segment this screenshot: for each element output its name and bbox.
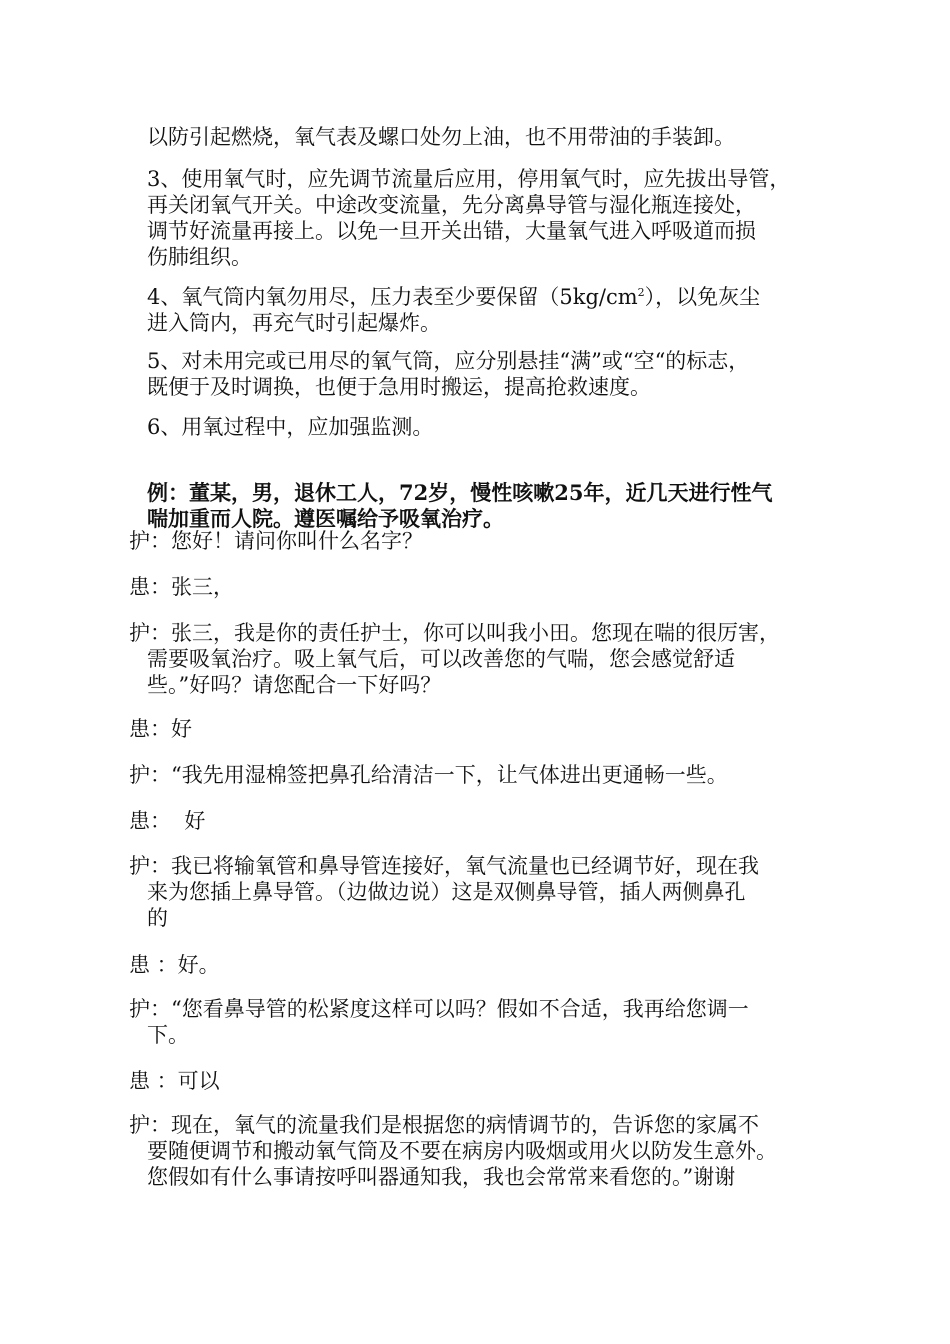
text-line: 护：您好！请问你叫什么名字？: [129, 529, 423, 553]
text-line: 来为您插上鼻导管。（边做边说）这是双侧鼻导管，插人两侧鼻孔: [147, 880, 746, 904]
text-line: 进入筒内，再充气时引起爆炸。: [147, 311, 441, 335]
dialogue-nurse: [129, 996, 749, 1048]
text-line: 以防引起燃烧，氧气表及螺口处勿上油，也不用带油的手装卸。: [147, 125, 735, 149]
dialogue-nurse: [129, 1112, 777, 1190]
dialogue-patient: [129, 574, 234, 600]
dialogue-patient: [129, 716, 192, 742]
dialogue-nurse: [129, 620, 780, 698]
superscript: 2: [637, 286, 645, 299]
text-line: 您假如有什么事请按呼叫器通知我，我也会常常来看您的。”谢谢: [147, 1165, 736, 1189]
text-line: 既便于及时调换，也便于急用时搬运，提高抢救速度。: [147, 375, 651, 399]
dialogue-patient: [129, 952, 220, 978]
text-line: 3、使用氧气时，应先调节流量后应用，停用氧气时，应先拔出导管，: [147, 167, 791, 191]
text-line: 调节好流量再接上。以免一旦开关出错，大量氧气进入呼吸道而损: [147, 219, 756, 243]
text-line: 5、对未用完或已用尽的氧气筒，应分别悬挂“满”或“空“的标志，: [147, 349, 750, 373]
text-line: 需要吸氧治疗。吸上氧气后，可以改善您的气喘，您会感觉舒适: [147, 647, 735, 671]
text-segment: 4、氧气筒内氧勿用尽，压力表至少要保留（5kg/cm: [147, 285, 638, 309]
text-line: 护：“我先用湿棉签把鼻孔给清洁一下，让气体进出更通畅一些。: [129, 763, 728, 787]
text-segment: ），以免灰尘: [644, 285, 761, 309]
text-line: 例：董某，男，退休工人，72岁，慢性咳嗽25年，近几天进行性气: [147, 480, 773, 505]
note-paragraph-5: [147, 348, 749, 400]
text-line: 要随便调节和搬动氧气筒及不要在病房内吸烟或用火以防发生意外。: [147, 1139, 777, 1163]
text-line: 再关闭氧气开关。中途改变流量，先分离鼻导管与湿化瓶连接处，: [147, 193, 756, 217]
dialogue-nurse: [129, 528, 423, 554]
note-paragraph-3: [147, 166, 790, 270]
case-example: [147, 480, 772, 532]
text-line: 护：现在，氧气的流量我们是根据您的病情调节的，告诉您的家属不: [129, 1113, 759, 1137]
text-line: 6、用氧过程中，应加强监测。: [147, 415, 434, 439]
dialogue-nurse: [129, 853, 759, 931]
text-line: 患：好: [129, 717, 192, 741]
dialogue-patient: [129, 1068, 220, 1094]
text-line: 护：我已将输氧管和鼻导管连接好，氧气流量也已经调节好，现在我: [129, 854, 759, 878]
note-paragraph-6: [147, 414, 433, 440]
dialogue-nurse: [129, 762, 728, 788]
text-line: 患： 好: [129, 809, 206, 833]
text-line: 些。”好吗？请您配合一下好吗？: [147, 673, 442, 697]
text-line: [147, 284, 760, 310]
note-paragraph-4: [147, 284, 760, 336]
text-line: 下。: [147, 1023, 189, 1047]
note-paragraph-1: [147, 124, 735, 150]
text-line: 的: [147, 906, 168, 930]
text-line: 护：“您看鼻导管的松紧度这样可以吗？假如不合适，我再给您调一: [129, 997, 749, 1021]
text-line: 喘加重而人院。遵医嘱给予吸氧治疗。: [147, 506, 504, 531]
text-line: 伤肺组织。: [147, 245, 252, 269]
text-line: 护：张三，我是你的责任护士，你可以叫我小田。您现在喘的很厉害，: [129, 621, 780, 645]
text-line: 患：张三，: [129, 575, 234, 599]
text-line: 患 ：好。: [129, 953, 220, 977]
dialogue-patient: [129, 808, 205, 834]
text-line: 患 ：可以: [129, 1069, 220, 1093]
